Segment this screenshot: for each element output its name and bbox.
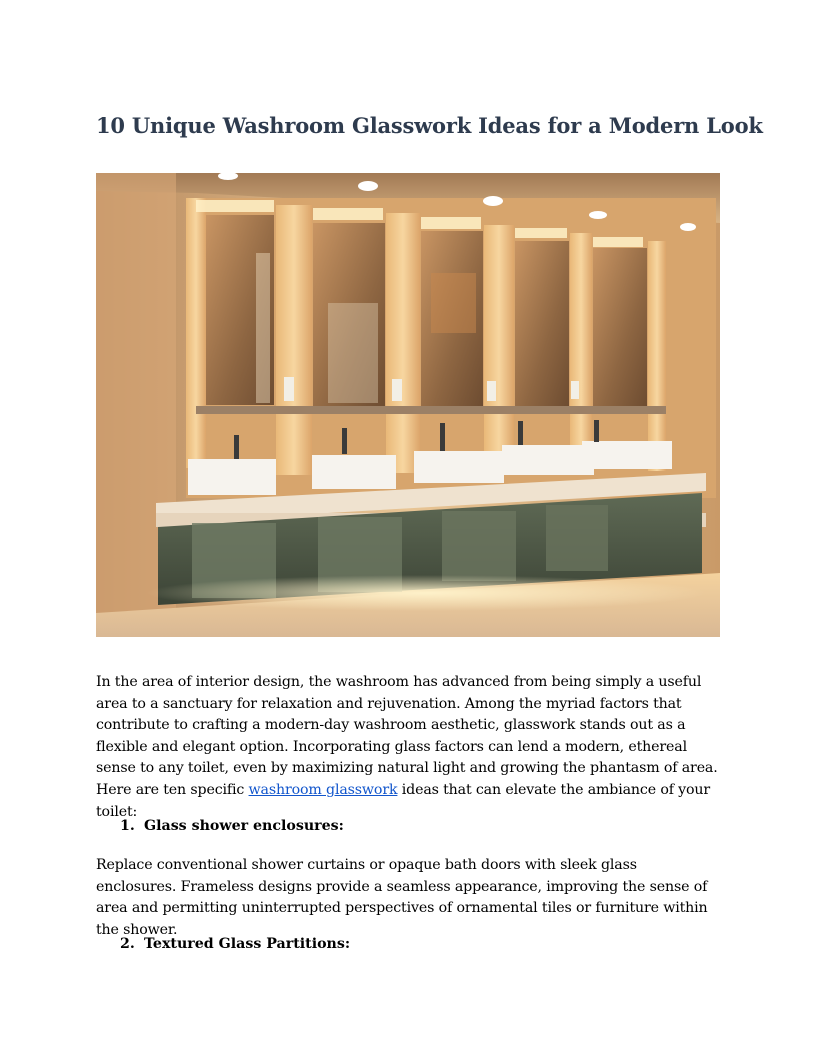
intro-text: In the area of interior design, the washroom has advanced from being simply a useful area to a sanctuary for relaxation and rejuvenation. Among the myriad factors that contribute to crafting a modern-day washroom aesthetic, glasswork stands out as a flexible and elegant option. Incorporating glass factors can lend a modern, ethereal sense to any toilet, even by maximizing natural light and growing the phantasm of area. Here are ten specific (96, 674, 718, 798)
section-number: 1. (120, 818, 135, 834)
washroom-photo (96, 173, 720, 637)
section-heading-2 (120, 936, 350, 952)
section-heading-text: Glass shower enclosures: (144, 818, 344, 834)
intro-paragraph (96, 672, 720, 823)
section-heading-text: Textured Glass Partitions: (144, 936, 351, 952)
section-number: 2. (120, 936, 135, 952)
page-title: 10 Unique Washroom Glasswork Ideas for a Modern Look (96, 113, 763, 138)
section-body-1: Replace conventional shower curtains or opaque bath doors with sleek glass enclosures. Frameless designs provide a seamless appearance, improving the sense of area and permitting uninterrupted perspectives of ornamental tiles or furniture within the shower. (96, 857, 708, 938)
washroom-glasswork-link[interactable]: washroom glasswork (248, 781, 398, 798)
intro-tail: ideas that can elevate the ambiance of your toilet: (96, 781, 711, 820)
section-heading-1 (120, 818, 344, 834)
